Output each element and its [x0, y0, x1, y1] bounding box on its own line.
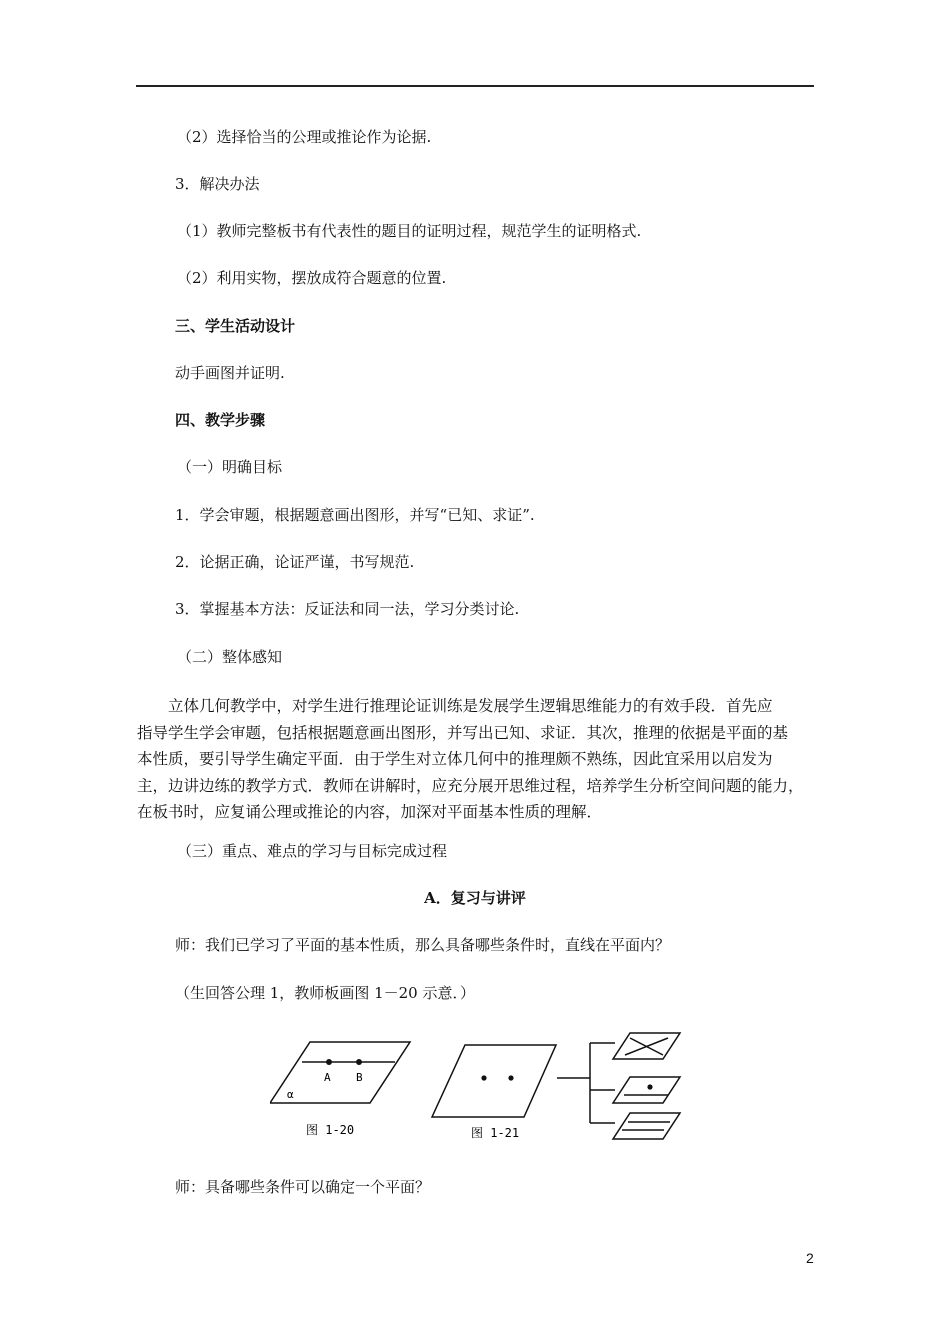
text-line: 3．掌握基本方法：反证法和同一法，学习分类讨论. [175, 600, 520, 618]
subheading: A．复习与讲评 [424, 889, 526, 907]
label-a: A [324, 1071, 331, 1084]
text-line: （生回答公理 1，教师板画图 1－20 示意．） [175, 984, 475, 1002]
paragraph-line: 指导学生学会审题，包括根据题意画出图形，并写出已知、求证．其次，推理的依据是平面的基 [137, 723, 789, 742]
paragraph-line: 主，边讲边练的教学方式．教师在讲解时，应充分展开思维过程，培养学生分析空间问题的能力， [137, 776, 804, 795]
paragraph-line: 在板书时，应复诵公理或推论的内容，加深对平面基本性质的理解． [137, 803, 603, 821]
paragraph-line: 立体几何教学中，对学生进行推理论证训练是发展学生逻辑思维能力的有效手段．首先应 [137, 697, 773, 715]
point [481, 1075, 486, 1080]
page-number: 2 [806, 1250, 814, 1266]
point-a [326, 1059, 332, 1065]
body-paragraph [137, 693, 815, 826]
text-line: 1．学会审题，根据题意画出图形，并写“已知、求证”. [175, 506, 535, 524]
text-line: （三）重点、难点的学习与目标完成过程 [177, 842, 448, 860]
label-b: B [356, 1071, 363, 1084]
small-plane-parallel [613, 1113, 680, 1139]
header-rule [136, 85, 814, 87]
paragraph-line: 本性质，要引导学生确定平面．由于学生对立体几何中的推理颇不熟练，因此宜采用以启发为 [137, 750, 773, 768]
figures [270, 1030, 690, 1150]
point [508, 1075, 513, 1080]
point-b [356, 1059, 362, 1065]
text-line: （二）整体感知 [177, 648, 283, 666]
small-plane-point-line [613, 1077, 680, 1103]
text-line: 师：我们已学习了平面的基本性质，那么具备哪些条件时，直线在平面内？ [175, 936, 671, 954]
fig20-caption: 图 1-20 [306, 1123, 355, 1137]
text-line: （一）明确目标 [177, 458, 283, 476]
plane-two-points [432, 1045, 556, 1117]
section-heading: 四、教学步骤 [175, 411, 266, 429]
point [647, 1084, 652, 1089]
text-line: （2）选择恰当的公理或推论作为论据. [177, 128, 432, 146]
text-line: 2．论据正确，论证严谨，书写规范. [175, 553, 415, 571]
text-line: 动手画图并证明. [175, 364, 285, 382]
text-line: 师：具备哪些条件可以确定一个平面？ [175, 1178, 431, 1196]
line [625, 1038, 668, 1055]
label-alpha: α [287, 1088, 294, 1101]
section-heading: 三、学生活动设计 [175, 317, 296, 335]
text-line: （2）利用实物，摆放成符合题意的位置. [177, 269, 447, 287]
text-line: 3．解决办法 [175, 175, 260, 193]
text-line: （1）教师完整板书有代表性的题目的证明过程，规范学生的证明格式. [177, 222, 642, 240]
fig21-caption: 图 1-21 [471, 1126, 520, 1140]
